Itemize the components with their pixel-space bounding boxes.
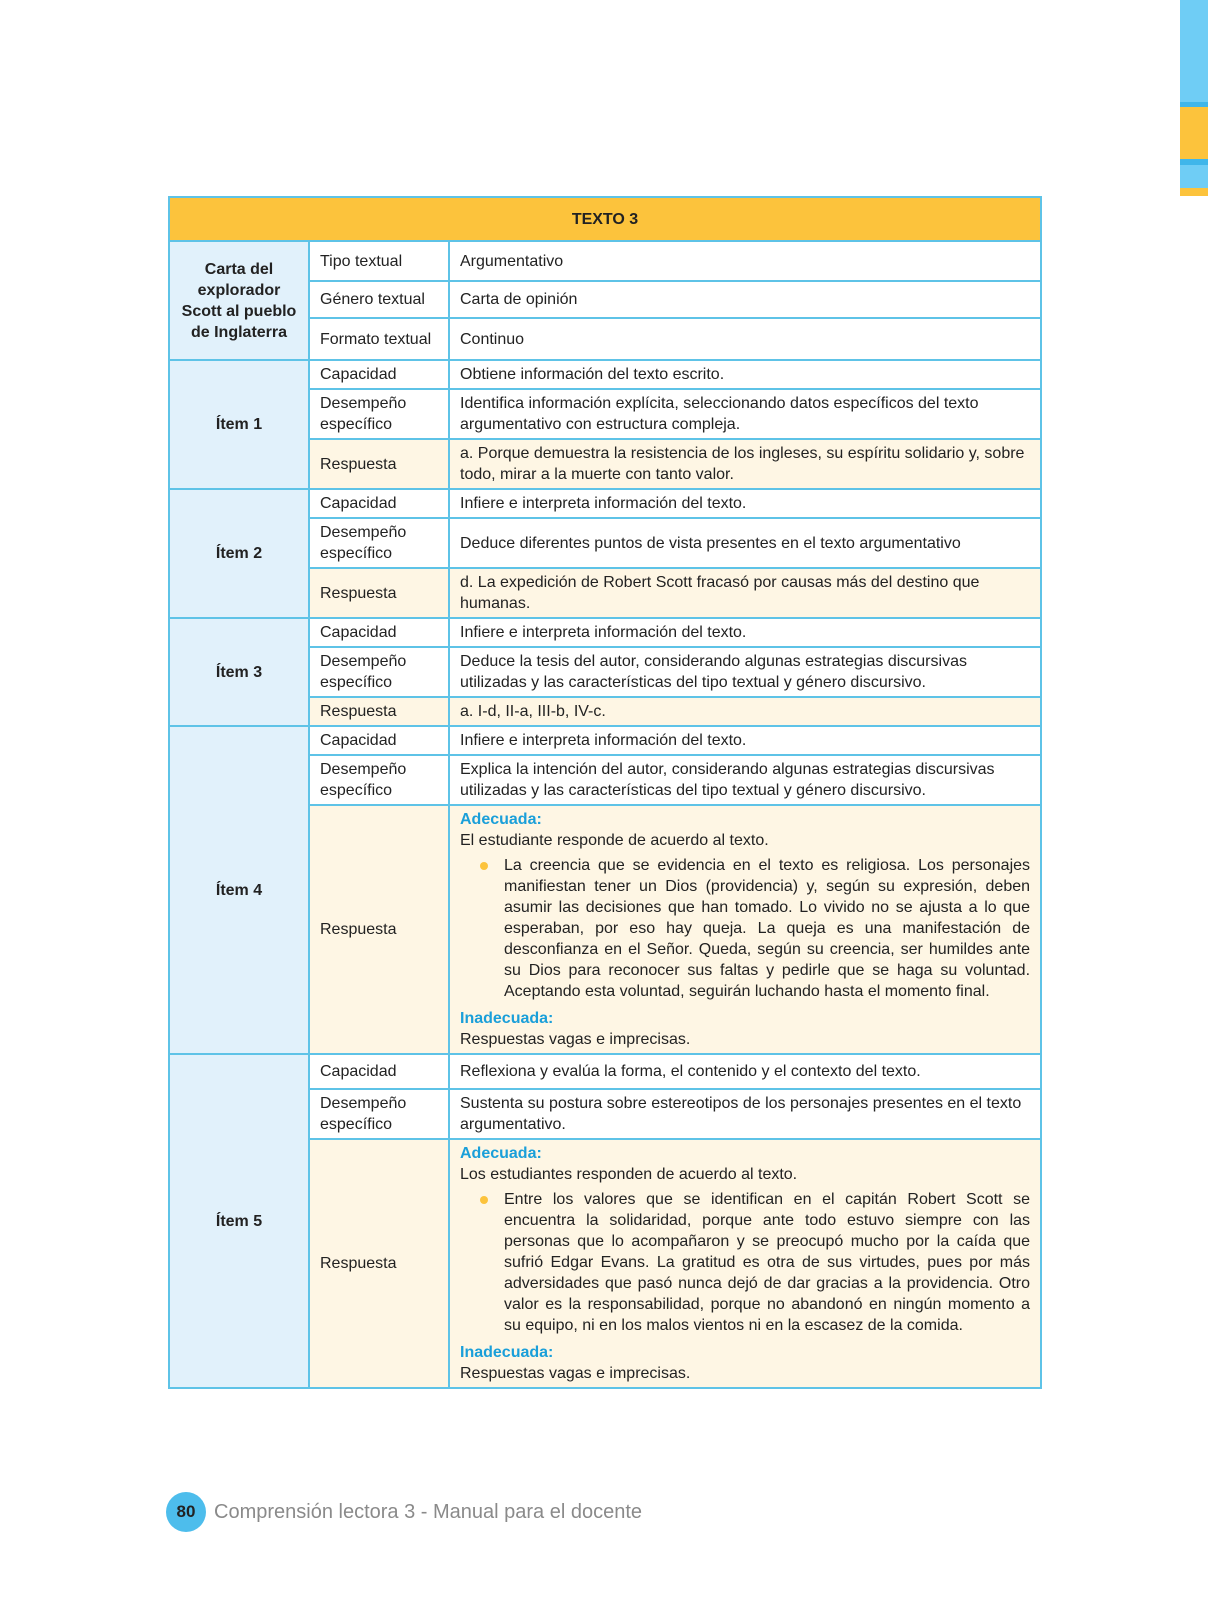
adecuada-text: El estudiante responde de acuerdo al texto. (460, 832, 769, 849)
inadecuada-tag: Inadecuada: (460, 1010, 554, 1027)
row-label: Género textual (309, 281, 449, 318)
respuesta-label: Respuesta (309, 568, 449, 618)
desempeno-value: Identifica información explícita, seleccionando datos específicos del texto argumentativo con estructura compleja. (449, 389, 1041, 439)
respuesta-label: Respuesta (309, 697, 449, 726)
item-4-label: Ítem 4 (169, 726, 309, 1054)
respuesta-value: a. I-d, II-a, III-b, IV-c. (449, 697, 1041, 726)
answer-bullets (460, 855, 1030, 1002)
edge-decoration-orange (1180, 107, 1208, 159)
capacidad-value: Infiere e interpreta información del texto. (449, 489, 1041, 518)
page-footer (166, 1492, 642, 1532)
table-header: TEXTO 3 (169, 197, 1041, 241)
respuesta-value (449, 1139, 1041, 1388)
inadecuada-tag: Inadecuada: (460, 1344, 554, 1361)
capacidad-value: Infiere e interpreta información del texto. (449, 618, 1041, 647)
item-2-label: Ítem 2 (169, 489, 309, 618)
answer-bullet: La creencia que se evidencia en el texto es religiosa. Los personajes manifiestan tener un Dios (providencia) y, según su expresión, deben asumir las decisiones que han tomado. Lo vivido no se ajusta a lo que esperaban, por eso hay queja. La queja es una manifestación de desconfianza en el Señor. Queda, según su creencia, ser humildes ante su Dios para reconocer sus faltas y pedirle que se haga su voluntad. Aceptando esta voluntad, seguirán luchando hasta el momento final. (504, 857, 1031, 1000)
capacidad-label: Capacidad (309, 360, 449, 389)
row-value: Argumentativo (449, 241, 1041, 281)
desempeno-label: Desempeño específico (309, 755, 449, 805)
edge-decoration-blue (1180, 0, 1208, 102)
capacidad-value: Obtiene información del texto escrito. (449, 360, 1041, 389)
respuesta-value (449, 805, 1041, 1054)
capacidad-label: Capacidad (309, 489, 449, 518)
capacidad-value: Reflexiona y evalúa la forma, el contenido y el contexto del texto. (449, 1054, 1041, 1089)
edge-decoration-bar (1180, 188, 1208, 196)
answer-bullet: Entre los valores que se identifican en el capitán Robert Scott se encuentra la solidaridad, porque ante todo estuvo siempre con las personas que lo acompañaron y se preocupó mucho por la caída que sufrió Edgar Evans. La gratitud es otra de sus virtudes, pues por más adversidades que pasó nunca dejó de dar gracias a la providencia. Otro valor es la responsabilidad, porque no abandonó en ningún momento a su equipo, ni en los malos vientos ni en la escasez de la comida. (504, 1191, 1031, 1334)
page-number: 80 (166, 1492, 206, 1532)
answer-bullets (460, 1189, 1030, 1336)
respuesta-value: a. Porque demuestra la resistencia de los ingleses, su espíritu solidario y, sobre todo, mirar a la muerte con tanto valor. (449, 439, 1041, 489)
desempeno-label: Desempeño específico (309, 389, 449, 439)
book-title: Comprensión lectora 3 - Manual para el docente (214, 1500, 643, 1523)
item-3-label: Ítem 3 (169, 618, 309, 726)
desempeno-label: Desempeño específico (309, 1089, 449, 1139)
row-value: Carta de opinión (449, 281, 1041, 318)
respuesta-value: d. La expedición de Robert Scott fracasó por causas más del destino que humanas. (449, 568, 1041, 618)
desempeno-value: Explica la intención del autor, considerando algunas estrategias discursivas utilizadas y las características del tipo textual y género discursivo. (449, 755, 1041, 805)
edge-decoration-blue (1180, 165, 1208, 188)
desempeno-value: Deduce diferentes puntos de vista presentes en el texto argumentativo (449, 518, 1041, 568)
row-value: Continuo (449, 318, 1041, 360)
adecuada-text: Los estudiantes responden de acuerdo al texto. (460, 1166, 798, 1183)
capacidad-label: Capacidad (309, 726, 449, 755)
inadecuada-text: Respuestas vagas e imprecisas. (460, 1365, 691, 1382)
capacidad-label: Capacidad (309, 618, 449, 647)
adecuada-tag: Adecuada: (460, 811, 542, 828)
inadecuada-text: Respuestas vagas e imprecisas. (460, 1031, 691, 1048)
desempeno-label: Desempeño específico (309, 647, 449, 697)
desempeno-value: Sustenta su postura sobre estereotipos de los personajes presentes en el texto argumentativo. (449, 1089, 1041, 1139)
item-1-label: Ítem 1 (169, 360, 309, 489)
row-label: Tipo textual (309, 241, 449, 281)
desempeno-value: Deduce la tesis del autor, considerando algunas estrategias discursivas utilizadas y las características del tipo textual y género discursivo. (449, 647, 1041, 697)
assessment-table (168, 196, 1042, 1389)
respuesta-label: Respuesta (309, 1139, 449, 1388)
capacidad-value: Infiere e interpreta información del texto. (449, 726, 1041, 755)
row-label: Formato textual (309, 318, 449, 360)
respuesta-label: Respuesta (309, 439, 449, 489)
text-title-cell: Carta del explorador Scott al pueblo de Inglaterra (169, 241, 309, 360)
capacidad-label: Capacidad (309, 1054, 449, 1089)
item-5-label: Ítem 5 (169, 1054, 309, 1388)
respuesta-label: Respuesta (309, 805, 449, 1054)
adecuada-tag: Adecuada: (460, 1145, 542, 1162)
desempeno-label: Desempeño específico (309, 518, 449, 568)
